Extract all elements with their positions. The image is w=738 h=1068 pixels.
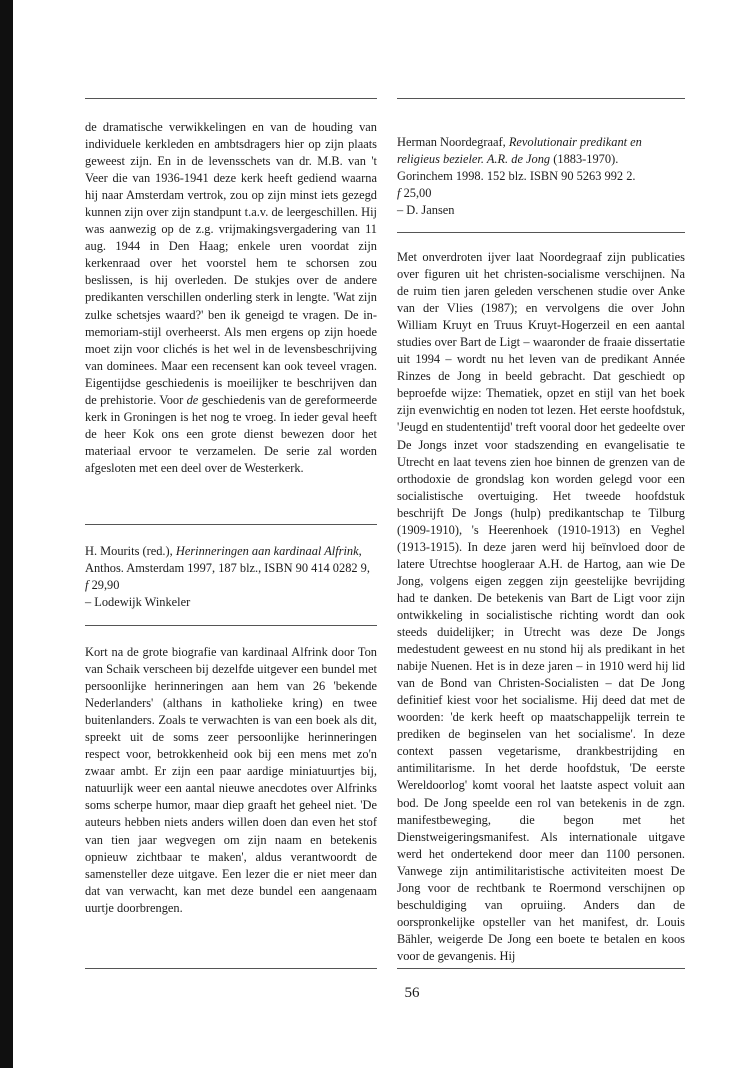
top-rule-right xyxy=(397,98,685,99)
review-body-de-jong xyxy=(397,249,685,965)
scan-edge-bar xyxy=(0,0,13,1068)
divider-rule-left-2 xyxy=(85,625,377,626)
continuation-before-em: Voor xyxy=(159,392,184,407)
editor-name: H. Mourits (red.), xyxy=(85,544,173,558)
continuation-paragraph xyxy=(85,119,377,477)
bottom-rule-left xyxy=(85,968,377,969)
review-body-alfrink xyxy=(85,644,377,917)
reviewer-name: – D. Jansen xyxy=(397,203,455,218)
publication-info: , Anthos. Amsterdam 1997, 187 blz., ISBN 90 414 0282 9, xyxy=(85,544,370,576)
divider-rule-left-1 xyxy=(85,524,377,525)
bottom-rule-right xyxy=(397,968,685,969)
review-paragraph: Kort na de grote biografie van kardinaal Alfrink door Ton van Schaik verscheen bij dezelfde uitgever een bundel met persoonlijke herinneringen aan hem van 26 'bekende Nederlanders' (althans in katholieke kring) en twee buitenlanders. Zoals te verwachten is van een boek als dit, spreekt uit de soms zeer persoonlijke herinneringen respect voor, betrokkenheid ook bij een mens met zo'n zwaar ambt. Er zijn een paar aardige miniatuurtjes bij, natuurlijk weer een aantal nieuwe anecdotes over Alfrinks soms scherpe humor, maar diep graaft het geheel niet. 'De auteurs hebben niets anders willen doen dan even het stof van tien jaar wegvegen om zijn naam en betekenis opnieuw zichtbaar te maken', aldus verantwoordt de samensteller deze uitgave. Een lezer die er niet meer dan dat van verwacht, kan met deze bundel een aangenaam uurtje doorbrengen. xyxy=(85,645,377,915)
reviewer-name: – Lodewijk Winkeler xyxy=(85,595,191,610)
ref-line-2 xyxy=(397,151,685,168)
continuation-emphasis: de xyxy=(186,392,199,407)
book-title: Herinneringen aan kardinaal Alfrink xyxy=(175,544,359,558)
bibliographic-reference xyxy=(85,543,377,611)
book-price: 25,00 xyxy=(403,186,432,201)
ref-line-1 xyxy=(397,134,685,151)
page-number: 56 xyxy=(404,985,420,1001)
book-price: 29,90 xyxy=(91,578,120,593)
review-header-de-jong xyxy=(397,134,685,219)
continuation-after-em: geschiedenis van de gereformeerde kerk in Groningen is het nog te vroeg. In ieder geval heeft de heer Kok ons een grote dienst bewezen door het materiaal ervoor te verzamelen. De serie zal worden afgesloten met een deel over de Westerkerk. xyxy=(85,392,377,475)
price-line xyxy=(397,185,685,202)
book-title-part-1: Revolutionair predikant en xyxy=(508,135,642,149)
review-header-alfrink xyxy=(85,543,377,611)
price-currency-symbol: f xyxy=(397,186,401,201)
author-name: Herman Noordegraaf, xyxy=(397,135,506,149)
book-title-part-2: religieus bezieler. A.R. de Jong xyxy=(397,152,551,167)
price-currency-symbol: f xyxy=(85,578,89,593)
publication-info: Gorinchem 1998. 152 blz. ISBN 90 5263 992 2. xyxy=(397,169,636,184)
continuation-text: de dramatische verwikkelingen en van de houding van individuele kerkleden en ambtsdragers hier op zijn plaats geweest zijn. En in de levensschets van dr. M.B. van 't Veer die van 1936-1941 deze kerk heeft gediend waarna hij naar Amsterdam vertrok, zou op zijn minst iets gezegd kunnen zijn over zijn standpunt t.a.v. de leergeschillen. Hij was aanwezig op de z.g. vrijmakingsvergadering van 11 aug. 1944 in Den Haag; enkele uren voordat zijn kerkenraad over het voorstel hem te schorsen zou beslissen, is hij overleden. De stukjes over de andere predikanten verschillen onderling sterk in lengte. 'Wat zijn zulke schetsjes waard?' ben ik geneigd te vragen. De in-memoriam-stijl overheerst. Als men ergens op zijn hoede moet zijn voor clichés is het wel in de levensbeschrijving van dominees. Maar een recensent kan ook teveel vragen. Eigentijdse geschiedenis is moeilijker te beschrijven dan de prehistorie. xyxy=(85,120,377,407)
subject-years: (1883-1970). xyxy=(553,152,619,167)
divider-rule-right-1 xyxy=(397,232,685,233)
top-rule-left xyxy=(85,98,377,99)
review-paragraph: Met onverdroten ijver laat Noordegraaf zijn publicaties over figuren uit het christen-socialisme verschijnen. Na de ruim tien jaren geleden verschenen studie over Anke van der Vlies (1987); en vervolgens die over John William Kruyt en Truus Kruyt-Hogerzeil en een aantal studies over Bart de Ligt – waaronder de fraaie dissertatie uit 1994 – wordt nu het leven van de predikant Année Rinzes de Jong in beeld gebracht. Dat geschiedt op beproefde wijze: Thematiek, opzet en stijl van het boek zijn evenwichtig en noden tot lezen. Het eerste hoofdstuk, 'Jeugd en studententijd' treft vooral door het gedeelte over De Jongs inzet voor stadszending en evangelisatie te Utrecht en laat tevens zien hoe binnen de grenzen van de orthodoxie de grondslag kon worden gelegd voor een socialistische overtuiging. Het tweede hoofdstuk beschrijft De Jongs (hulp) predikantschap te Tilburg (1909-1910), 's Heerenhoek (1910-1913) en Veghel (1913-1915). In deze jaren werd hij beïnvloed door de latere Utrechtse hoogleraar A.H. de Hartog, aan wie De Jong, volgens eigen zeggen zijn geestelijke bevrijding had te danken. De betekenis van Bart de Ligt voor zijn ontwikkeling in socialistische richting wordt dan ook steeds duidelijker; in Utrecht was deze De Jongs medestudent geweest en nu stond hij als predikant in het nabije Nuenen. Het is in deze jaren – in 1910 werd hij lid van de Bond van Christen-Socialisten – dat De Jong definitief kiest voor het socialisme. Hij deed dat met de woorden: 'de kerk heeft op maatschappelijk terrein te prediken de beginselen van het socialisme'. In deze context passen vegetarisme, drankbestrijding en antimilitarisme. In het derde hoofdstuk, 'De eerste Wereldoorlog' komt vooral het laatste aspect voluit aan bod. De Jong speelde een rol van betekenis in de zgn. manifestbeweging, die begon met het Dienstweigeringsmanifest. Als internationale uitgave werd het ondertekend door meer dan 1100 personen. Vanwege zijn antimilitaristische activiteiten moest De Jong voor de rechtbank te Roermond verschijnen op beschuldiging van opruiing. Anders dan de oorspronkelijke opsteller van het manifest, dr. Louis Bähler, weigerde De Jong een boete te betalen en koos voor de gevangenis. Hij xyxy=(397,250,685,963)
left-column-continuation xyxy=(85,119,377,477)
bibliographic-reference xyxy=(397,134,685,219)
